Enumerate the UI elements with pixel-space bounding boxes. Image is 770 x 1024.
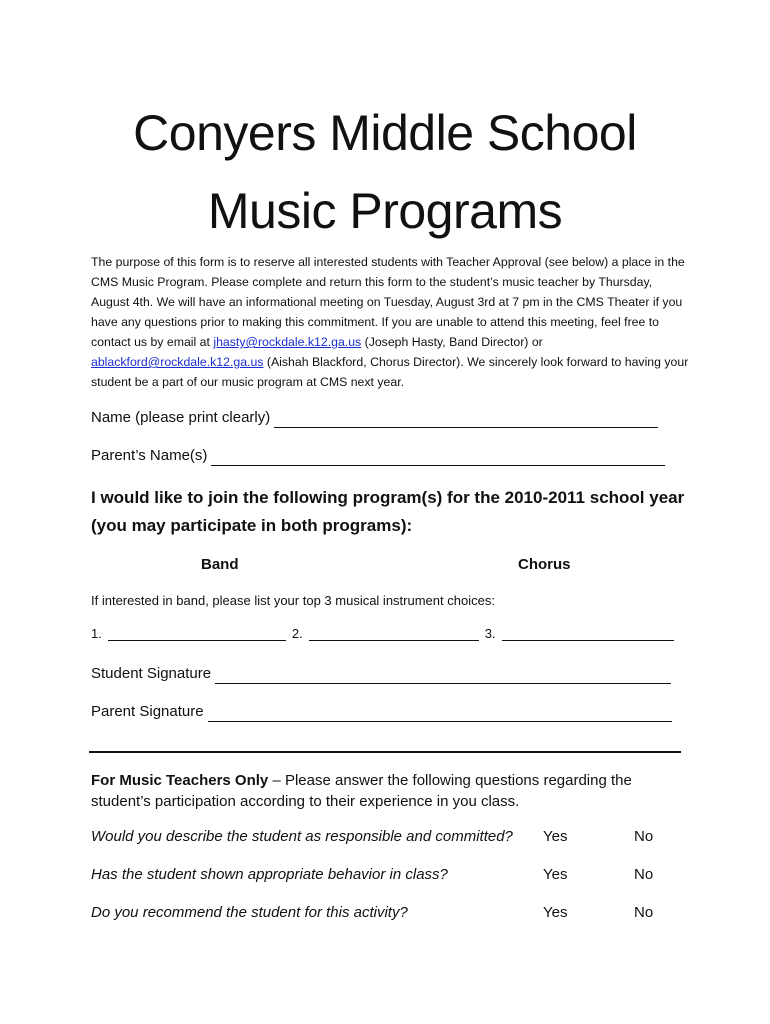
instrument-choices-row: [91, 626, 680, 641]
programs-heading: I would like to join the following program(s) for the 2010-2011 school year (you may participate in both programs):: [91, 488, 685, 535]
name-field-label: Name (please print clearly): [91, 409, 271, 426]
intro-text-part2: (Joseph Hasty, Band Director) or: [361, 335, 543, 349]
no-option[interactable]: No: [634, 904, 654, 921]
parent-signature-row: [91, 702, 672, 722]
band-option-label[interactable]: Band: [201, 556, 239, 573]
student-signature-row: [91, 664, 671, 684]
parent-name-field-line[interactable]: [211, 451, 665, 466]
yes-option[interactable]: Yes: [543, 828, 568, 845]
intro-text-part3: (Aishah Blackford, Chorus Director). We sincerely look forward to having your student be a part of our music program at CMS next year.: [91, 355, 689, 389]
intro-paragraph: [91, 252, 691, 392]
page-title-line1: Conyers Middle School: [133, 105, 637, 161]
intro-text-part1: The purpose of this form is to reserve all interested students with Teacher Approval (see below) a place in the CMS Music Program. Please complete and return this form to the student’s music teacher by Thursday, August 4th. We will have an informational meeting on Tuesday, August 3rd at 7 pm in the CMS Theater if you have any questions prior to making this commitment. If you are unable to attend this meeting, feel free to contact us by email at: [91, 255, 685, 349]
teachers-section-intro: [91, 770, 691, 812]
student-signature-label: Student Signature: [91, 665, 212, 682]
parent-signature-label: Parent Signature: [91, 703, 204, 720]
question-text: Do you recommend the student for this activity?: [91, 904, 408, 921]
teachers-only-label: For Music Teachers Only: [91, 772, 269, 789]
choice-1-line[interactable]: [108, 628, 286, 641]
teachers-instructions: – Please answer the following questions regarding the student’s participation according to their experience in you class.: [91, 772, 632, 810]
parent-name-field-label: Parent’s Name(s): [91, 447, 208, 464]
student-signature-line[interactable]: [215, 669, 671, 684]
chorus-option-label[interactable]: Chorus: [518, 556, 571, 573]
question-row: [91, 904, 691, 924]
band-director-email-link[interactable]: jhasty@rockdale.k12.ga.us: [213, 335, 362, 349]
no-option[interactable]: No: [634, 828, 654, 845]
name-field-line[interactable]: [274, 413, 658, 428]
instrument-prompt: If interested in band, please list your top 3 musical instrument choices:: [91, 593, 495, 608]
choice-2-label: 2.: [291, 626, 303, 641]
yes-option[interactable]: Yes: [543, 866, 568, 883]
parent-signature-line[interactable]: [208, 707, 672, 722]
name-field-row: [91, 408, 658, 428]
question-text: Would you describe the student as responsible and committed?: [91, 828, 513, 845]
page-title-line2: Music Programs: [207, 183, 563, 239]
no-option[interactable]: No: [634, 866, 654, 883]
choice-1-label: 1.: [91, 626, 102, 641]
choice-2-line[interactable]: [309, 628, 479, 641]
yes-option[interactable]: Yes: [543, 904, 568, 921]
choice-3-line[interactable]: [502, 628, 674, 641]
parent-name-field-row: [91, 446, 665, 466]
chorus-director-email-link[interactable]: ablackford@rockdale.k12.ga.us: [91, 355, 264, 369]
question-row: [91, 866, 691, 886]
question-text: Has the student shown appropriate behavior in class?: [91, 866, 448, 883]
section-divider: [89, 751, 681, 753]
question-row: [91, 828, 691, 848]
choice-3-label: 3.: [484, 626, 496, 641]
